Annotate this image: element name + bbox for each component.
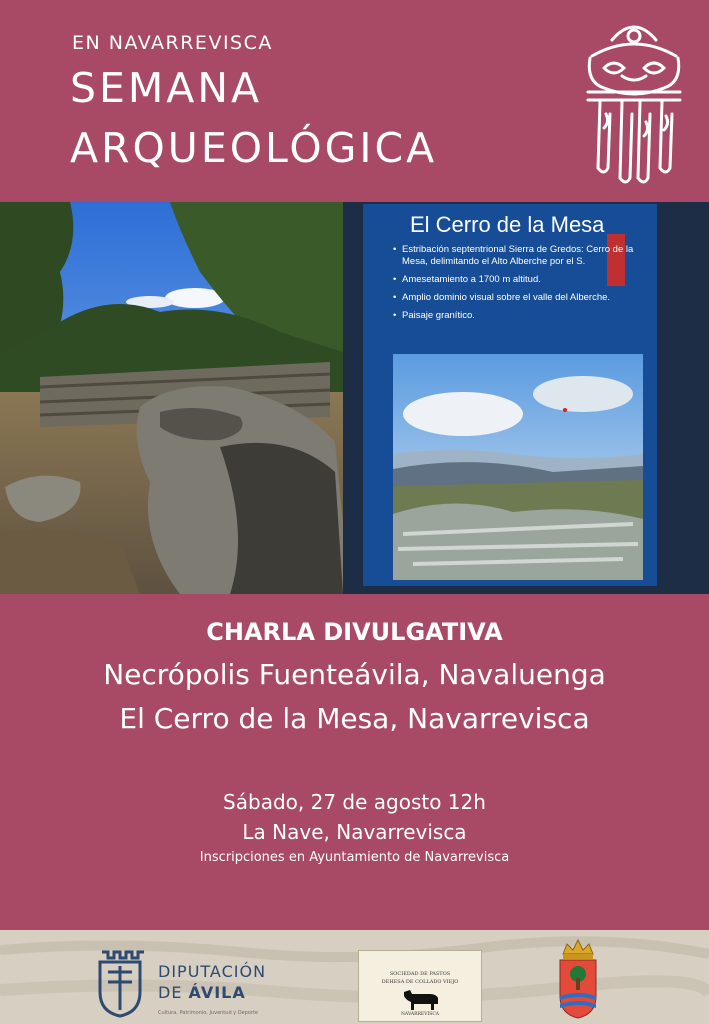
slide-bullet: • Estribación septentrional Sierra de Gredos: Cerro de la Mesa, delimitando el Alto Alberche por el S. — [393, 244, 653, 268]
talk-info — [0, 594, 709, 930]
pastos-line2: DEHESA DE COLLADO VIEJO — [381, 979, 459, 985]
event-title-line1: SEMANA — [70, 64, 263, 112]
registration-note: Inscripciones en Ayuntamiento de Navarrevisca — [199, 850, 510, 865]
poster-header — [0, 0, 709, 202]
landscape-picture — [393, 354, 643, 580]
rock-necropolis-photo — [0, 202, 343, 594]
diputacion-avila-bold: ÁVILA — [188, 983, 246, 1002]
archaeological-emblem-icon — [582, 18, 686, 186]
event-title-line2: ARQUEOLÓGICA — [70, 124, 438, 172]
bull-icon — [400, 986, 442, 1010]
sociedad-pastos-logo — [358, 950, 482, 1022]
diputacion-avila-logo-icon — [96, 948, 144, 1018]
diputacion-tagline: Cultura, Patrimonio, Juventud y Deporte — [158, 1010, 259, 1016]
event-venue: La Nave, Navarrevisca — [242, 820, 467, 844]
slide-bullet: • Amesetamiento a 1700 m altitud. — [393, 274, 653, 286]
slide-bullet-list — [393, 244, 653, 328]
sponsor-footer — [0, 930, 709, 1024]
photo-strip — [0, 202, 709, 594]
diputacion-avila — [158, 983, 246, 1002]
slide-bullet: • Paisaje granítico. — [393, 310, 653, 322]
event-location-kicker: EN NAVARREVISCA — [72, 32, 273, 54]
diputacion-de: DE — [158, 983, 189, 1002]
slide-title: El Cerro de la Mesa — [410, 212, 605, 237]
pastos-line3: NAVARREVISCA — [400, 1012, 440, 1017]
presentation-slide-photo — [343, 202, 709, 594]
projected-slide — [363, 204, 657, 586]
navarrevisca-coat-of-arms-icon — [555, 938, 601, 1020]
pastos-line1: SOCIEDAD DE PASTOS — [389, 971, 451, 977]
talk-topic-2: El Cerro de la Mesa, Navarrevisca — [119, 702, 590, 735]
event-date: Sábado, 27 de agosto 12h — [223, 790, 486, 814]
talk-type: CHARLA DIVULGATIVA — [206, 618, 503, 646]
talk-topic-1: Necrópolis Fuenteávila, Navaluenga — [103, 658, 606, 691]
diputacion-name: DIPUTACIÓN — [158, 962, 267, 981]
slide-bullet: • Amplio dominio visual sobre el valle del Alberche. — [393, 292, 653, 304]
